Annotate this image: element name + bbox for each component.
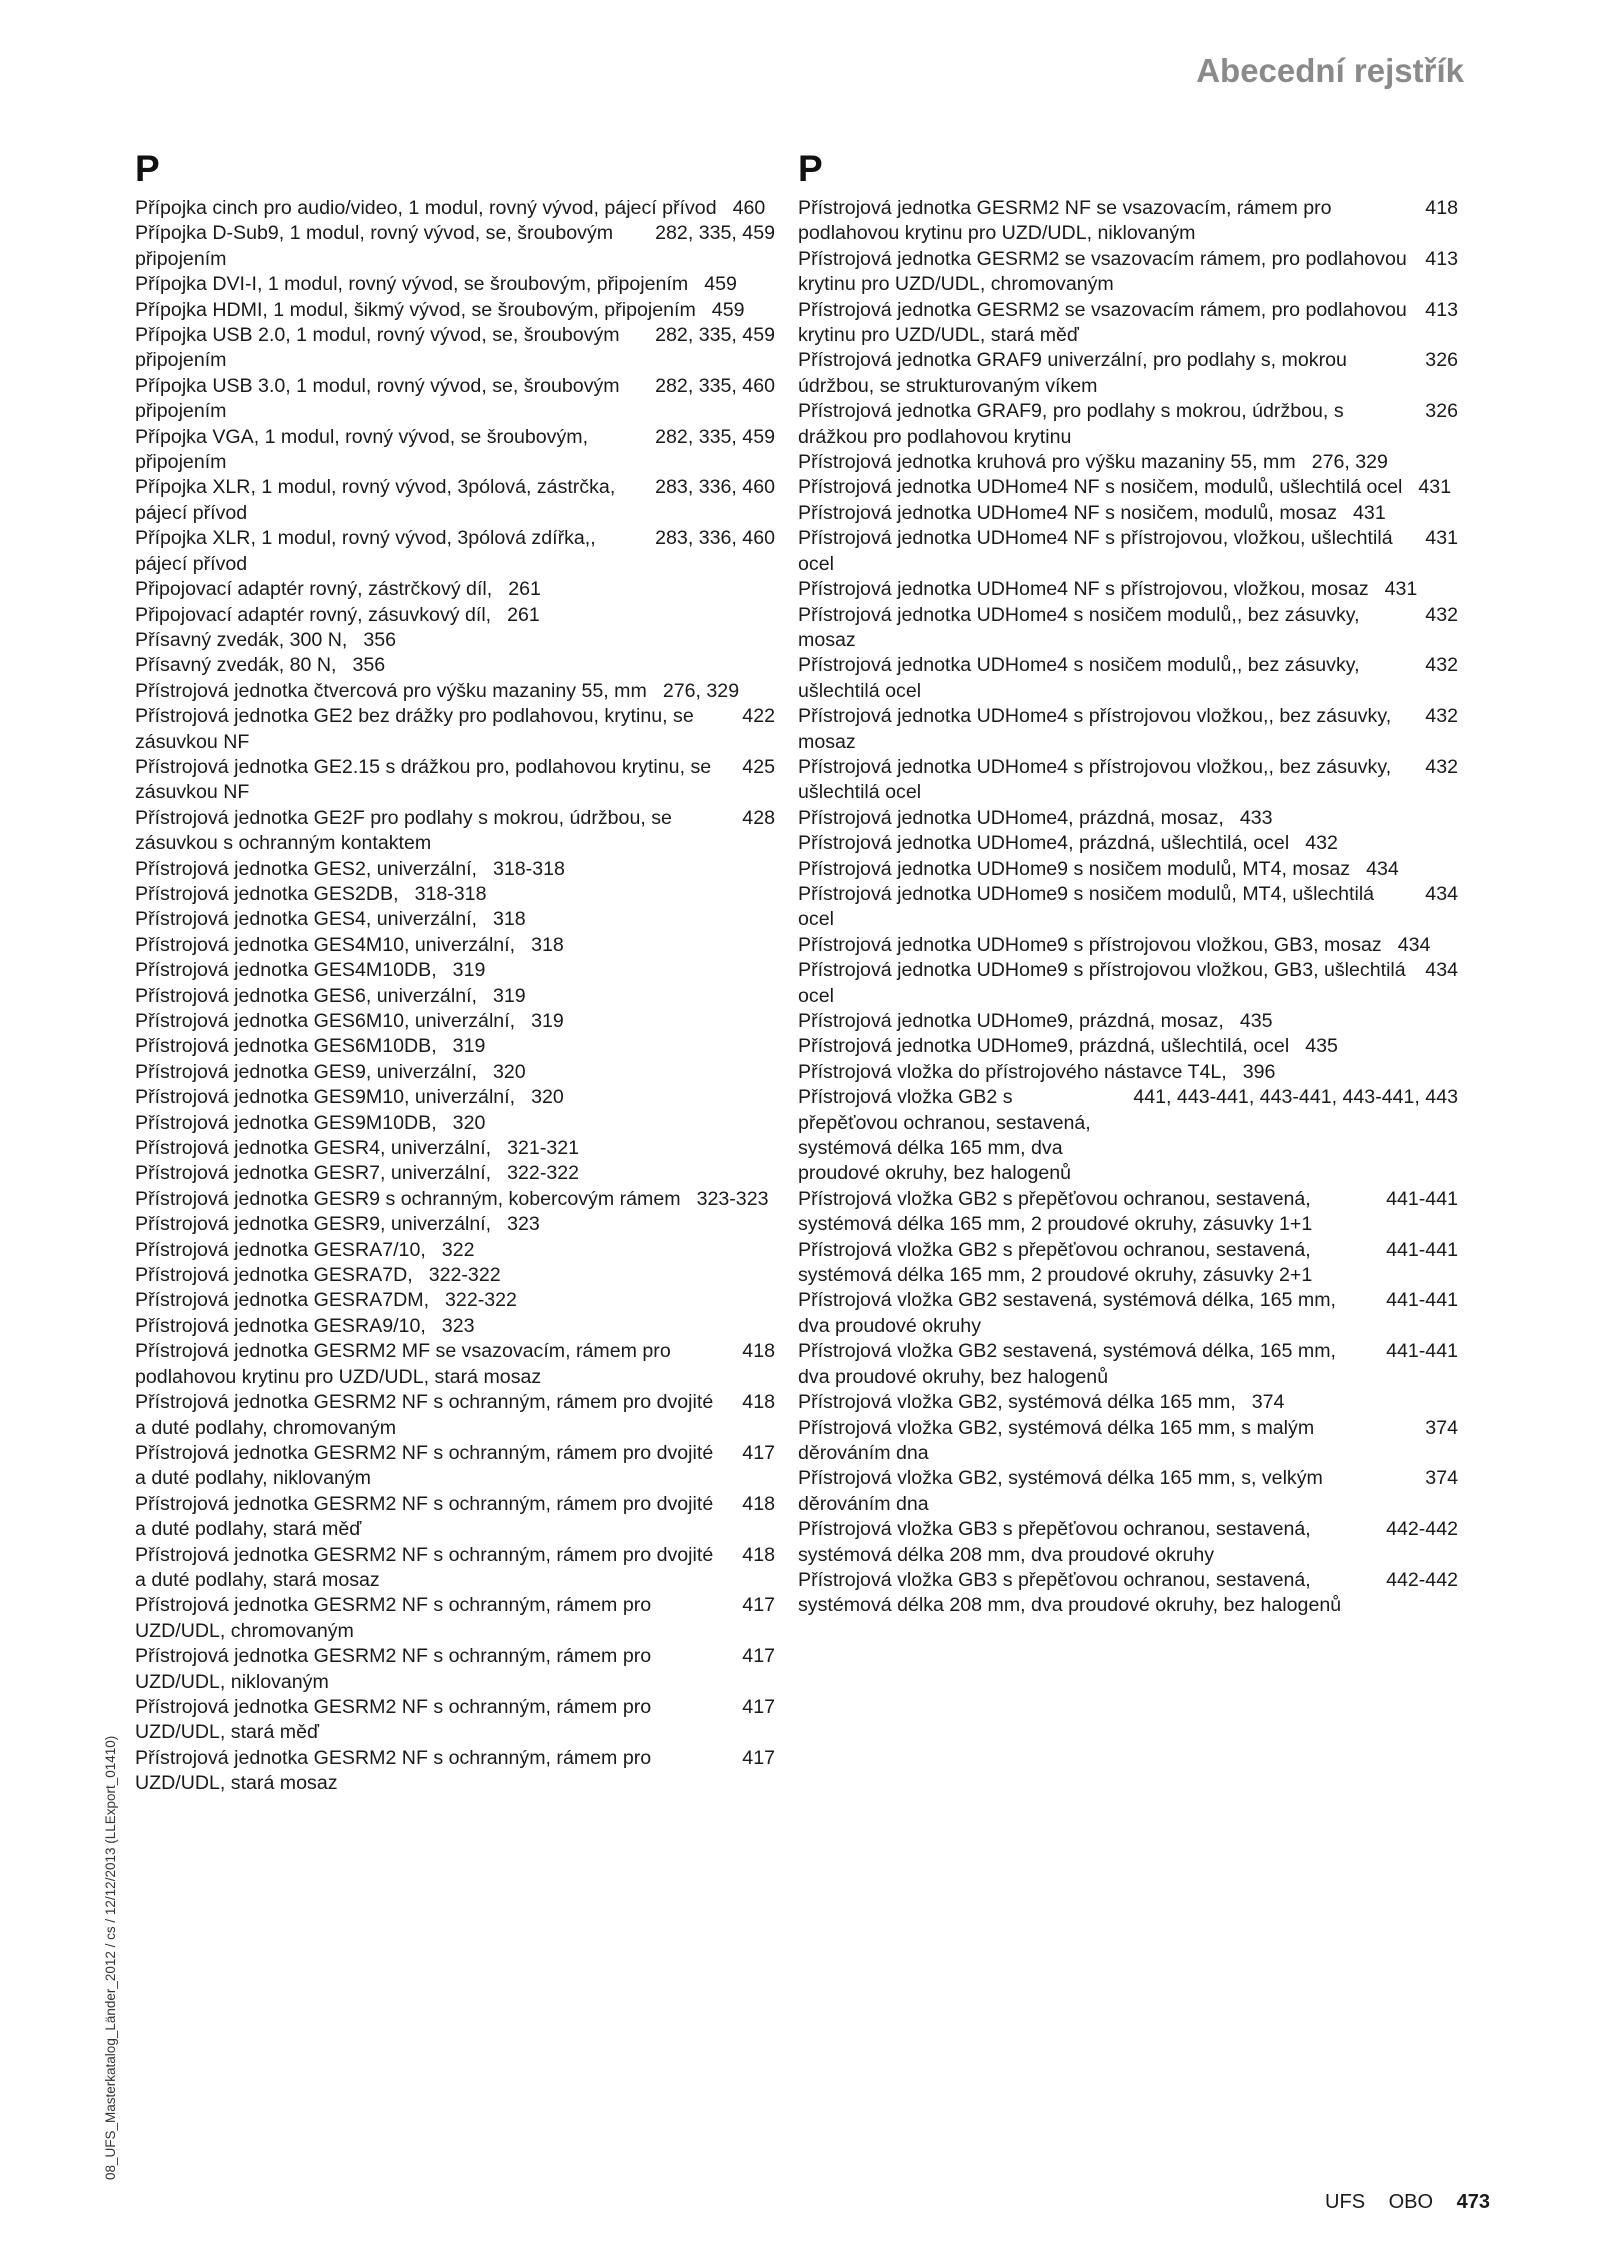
index-entry: [135, 1492, 775, 1543]
index-entry: [798, 348, 1458, 399]
index-entry: [798, 1390, 1458, 1415]
index-entry: [135, 475, 775, 526]
index-entry-text: Přístrojová jednotka UDHome4, prázdná, ušlechtilá, ocel: [798, 832, 1290, 855]
index-entry-text: Přípojka VGA, 1 modul, rovný vývod, se šroubovým, připojením: [135, 425, 589, 474]
index-entry-pages: 441-441: [1386, 1289, 1458, 1312]
index-entry-pages: 431: [1418, 476, 1452, 499]
index-entry-text: Přístrojová vložka GB2 s přepěťovou ochranou, sestavená, systémová délka 165 mm, 2 proudové okruhy, zásuvky 2+1: [798, 1238, 1313, 1287]
index-entry-pages: 282, 335, 460: [655, 374, 775, 397]
index-entry-text: Přístrojová jednotka GES6M10DB,: [135, 1035, 437, 1058]
index-entry: [798, 247, 1458, 298]
index-entry: [135, 1238, 775, 1263]
index-entry: [135, 857, 775, 882]
index-entry: [135, 323, 775, 374]
index-entry-pages: 418: [742, 1391, 775, 1414]
index-entry-text: Přístrojová jednotka GESRM2 NF s ochranným, rámem pro dvojité a duté podlahy, niklovaným: [135, 1441, 714, 1490]
index-entry-pages: 322: [441, 1238, 475, 1261]
index-entry: [798, 1416, 1458, 1467]
index-entry-text: Přístrojová jednotka UDHome9 s nosičem modulů, MT4, mosaz: [798, 857, 1351, 880]
index-entry: [798, 399, 1458, 450]
index-entry-text: Přístrojová jednotka GESRM2 se vsazovacím rámem, pro podlahovou krytinu pro UZD/UDL, chromovaným: [798, 247, 1407, 296]
index-entry-pages: 318: [531, 933, 564, 956]
index-entry-pages: 321-321: [507, 1137, 580, 1160]
index-entry-pages: 441-441: [1386, 1340, 1458, 1363]
section-letter: P: [798, 148, 823, 189]
index-entry-pages: 434: [1425, 959, 1458, 982]
index-entry: [135, 1314, 775, 1339]
index-entry: [135, 755, 775, 806]
index-entry-list: [798, 196, 1458, 1619]
index-entry: [135, 1543, 775, 1594]
index-entry: [135, 1593, 775, 1644]
index-entry-pages: 396: [1242, 1060, 1276, 1083]
index-entry: [135, 221, 775, 272]
index-entry-text: Přípojka cinch pro audio/video, 1 modul, rovný vývod, pájecí přívod: [135, 197, 717, 219]
index-entry-pages: 413: [1425, 298, 1458, 321]
index-entry-text: Přístrojová jednotka GESRM2 NF s ochranným, rámem pro dvojité a duté podlahy, stará měď: [135, 1492, 714, 1541]
index-entry-pages: 417: [742, 1746, 775, 1769]
index-entry-text: Přístrojová vložka do přístrojového nástavce T4L,: [798, 1060, 1227, 1083]
index-entry-text: Přístrojová jednotka UDHome4 NF s nosičem, modulů, mosaz: [798, 501, 1338, 524]
index-entry-text: Přístrojová jednotka GESRM2 NF s ochranným, rámem pro UZD/UDL, stará mosaz: [135, 1746, 652, 1795]
index-entry: [135, 1212, 775, 1237]
index-entry: [798, 1187, 1458, 1238]
index-entry-text: Přípojka XLR, 1 modul, rovný vývod, 3pólová, zástrčka, pájecí přívod: [135, 476, 616, 524]
index-entry: [798, 603, 1458, 654]
index-entry-text: Přístrojová jednotka GESRM2 NF s ochranným, rámem pro dvojité a duté podlahy, stará mosaz: [135, 1543, 714, 1591]
index-entry: [135, 984, 775, 1009]
index-entry-text: Přístrojová jednotka GESRA7DM,: [135, 1289, 430, 1312]
index-entry-text: Přístrojová jednotka GES4M10, univerzální,: [135, 933, 516, 956]
index-entry-text: Přístrojová jednotka UDHome9 s přístrojovou vložkou, GB3, mosaz: [798, 933, 1382, 956]
index-entry-pages: 418: [1425, 197, 1458, 219]
index-entry-pages: 283, 336, 460: [655, 476, 775, 499]
index-entry-pages: 261: [508, 578, 541, 601]
index-column-right: [798, 148, 1458, 1619]
index-entry-pages: 319: [492, 984, 526, 1007]
index-entry: [798, 450, 1458, 475]
index-entry-text: Přístrojová jednotka GESRM2 NF s ochranným, rámem pro UZD/UDL, stará měď: [135, 1695, 652, 1744]
index-entry-pages: 432: [1425, 755, 1458, 778]
index-column-left: [135, 148, 775, 1797]
index-entry: [135, 1288, 775, 1313]
index-entry-pages: 434: [1397, 933, 1431, 956]
index-entry-pages: 428: [742, 806, 775, 829]
index-entry: [135, 806, 775, 857]
index-entry-pages: 433: [1239, 806, 1273, 829]
index-entry-text: Přístrojová jednotka UDHome4 s nosičem modulů,, bez zásuvky, mosaz: [798, 603, 1360, 651]
index-entry-pages: 322-322: [507, 1162, 580, 1185]
index-entry-text: Přístrojová jednotka GESRM2 NF s ochranným, rámem pro UZD/UDL, chromovaným: [135, 1594, 652, 1642]
index-entry-pages: 418: [742, 1543, 775, 1566]
index-entry-text: Přístrojová vložka GB2 s přepěťovou ochranou, sestavená, systémová délka 165 mm, 2 proudové okruhy, zásuvky 1+1: [798, 1187, 1313, 1236]
index-entry-text: Přístrojová vložka GB2, systémová délka 165 mm, s malým děrováním dna: [798, 1416, 1315, 1464]
index-entry-pages: 356: [363, 628, 397, 651]
index-entry-text: Přístrojová jednotka GES9M10DB,: [135, 1111, 437, 1134]
index-entry-text: Přístrojová vložka GB3 s přepěťovou ochranou, sestavená, systémová délka 208 mm, dva proudové okruhy, bez halogenů: [798, 1568, 1342, 1617]
index-entry-text: Přípojka DVI-I, 1 modul, rovný vývod, se šroubovým, připojením: [135, 273, 689, 296]
index-entry-pages: 417: [742, 1645, 775, 1668]
index-entry: [798, 653, 1458, 704]
index-entry: [798, 755, 1458, 806]
index-entry-text: Přístrojová jednotka UDHome4 NF s nosičem, modulů, ušlechtilá ocel: [798, 476, 1403, 499]
index-entry-pages: 442-442: [1386, 1568, 1458, 1591]
index-entry-text: Přístrojová jednotka UDHome4 NF s přístrojovou, vložkou, ušlechtilá ocel: [798, 527, 1393, 575]
index-entry: [798, 1517, 1458, 1568]
index-entry-pages: 459: [711, 298, 745, 321]
index-entry-pages: 276, 329: [1311, 451, 1388, 474]
index-entry: [135, 1390, 775, 1441]
index-entry: [135, 704, 775, 755]
page-title: Abecední rejstřík: [1196, 52, 1464, 89]
index-entry-text: Přístrojová jednotka UDHome4 s nosičem modulů,, bez zásuvky, ušlechtilá ocel: [798, 654, 1360, 702]
index-entry-text: Přístrojová jednotka GESRA9/10,: [135, 1314, 426, 1337]
index-entry-text: Přístrojová jednotka GES4, univerzální,: [135, 908, 477, 931]
index-entry-pages: 374: [1425, 1416, 1458, 1439]
index-entry-pages: 431: [1425, 527, 1458, 550]
index-entry-text: Přístrojová jednotka GESRM2 NF se vsazovacím, rámem pro podlahovou krytinu pro UZD/UDL, niklovaným: [798, 197, 1332, 245]
index-entry: [798, 577, 1458, 602]
index-entry: [798, 1568, 1458, 1619]
index-entry-text: Přípojka USB 2.0, 1 modul, rovný vývod, se, šroubovým připojením: [135, 324, 620, 372]
index-entry-pages: 432: [1425, 654, 1458, 677]
index-entry: [798, 1034, 1458, 1059]
index-entry-pages: 320: [531, 1086, 564, 1109]
index-entry-pages: 418: [742, 1340, 775, 1363]
index-entry: [135, 526, 775, 577]
index-entry-text: Přístrojová jednotka kruhová pro výšku mazaniny 55, mm: [798, 451, 1296, 474]
index-entry-text: Přístrojová jednotka UDHome4 s přístrojovou vložkou,, bez zásuvky, ušlechtilá ocel: [798, 755, 1392, 804]
index-entry-pages: 432: [1305, 832, 1338, 855]
index-entry-pages: 282, 335, 459: [655, 222, 775, 245]
index-entry-text: Přístrojová jednotka čtvercová pro výšku mazaniny 55, mm: [135, 679, 647, 702]
index-entry: [135, 425, 775, 476]
index-entry: [135, 958, 775, 983]
index-entry: [135, 653, 775, 678]
index-entry-text: Přístrojová jednotka UDHome4, prázdná, mosaz,: [798, 806, 1224, 829]
index-entry-pages: 442-442: [1386, 1518, 1458, 1541]
index-entry-text: Přístrojová jednotka GES9, univerzální,: [135, 1060, 477, 1083]
index-entry-text: Přístrojová vložka GB2 sestavená, systémová délka, 165 mm, dva proudové okruhy: [798, 1289, 1336, 1337]
index-entry-pages: 319: [531, 1010, 564, 1032]
index-entry-pages: 320: [452, 1111, 486, 1134]
index-entry-pages: 425: [742, 755, 775, 778]
index-entry-pages: 276, 329: [662, 679, 740, 702]
index-entry-text: Přístrojová jednotka GESRA7/10,: [135, 1238, 426, 1261]
index-entry-pages: 435: [1239, 1010, 1273, 1032]
index-entry: [135, 1034, 775, 1059]
index-entry: [135, 1441, 775, 1492]
index-entry: [135, 679, 775, 704]
index-entry: [798, 882, 1458, 933]
index-entry-pages: 282, 335, 459: [655, 425, 775, 448]
index-entry-text: Přístrojová jednotka UDHome4 NF s přístrojovou, vložkou, mosaz: [798, 578, 1369, 601]
index-entry-text: Přípojka USB 3.0, 1 modul, rovný vývod, se, šroubovým připojením: [135, 374, 620, 423]
index-entry: [135, 1111, 775, 1136]
index-entry: [135, 603, 775, 628]
index-entry: [798, 298, 1458, 349]
index-entry-pages: 431: [1384, 578, 1418, 601]
index-entry-pages: 418: [742, 1492, 775, 1515]
index-entry-text: Přístrojová vložka GB2 s přepěťovou ochranou, sestavená, systémová délka 165 mm, dva proudové okruhy, bez halogenů: [798, 1086, 1091, 1185]
index-entry-text: Přístrojová jednotka GRAF9, pro podlahy s mokrou, údržbou, s drážkou pro podlahovou krytinu: [798, 400, 1344, 448]
index-entry-pages: 322-322: [428, 1264, 501, 1287]
index-entry-pages: 323: [441, 1314, 475, 1337]
index-entry: [135, 1695, 775, 1746]
index-entry-list: [135, 196, 775, 1797]
index-entry-text: Přístrojová jednotka GES6, univerzální,: [135, 984, 477, 1007]
index-entry-pages: 261: [507, 603, 540, 626]
index-entry: [798, 958, 1458, 1009]
index-entry-pages: 356: [352, 654, 386, 677]
index-entry: [798, 933, 1458, 958]
index-entry-pages: 326: [1425, 400, 1458, 423]
index-entry: [135, 1161, 775, 1186]
index-entry-pages: 434: [1425, 882, 1458, 905]
index-entry-pages: 326: [1425, 349, 1458, 372]
index-entry-text: Přísavný zvedák, 300 N,: [135, 628, 348, 651]
index-entry-pages: 320: [492, 1060, 526, 1083]
index-entry: [135, 298, 775, 323]
index-entry: [798, 501, 1458, 526]
index-entry-text: Přístrojová jednotka GE2F pro podlahy s mokrou, údržbou, se zásuvkou s ochranným kontaktem: [135, 806, 672, 855]
index-entry-pages: 282, 335, 459: [655, 324, 775, 347]
index-entry-text: Přístrojová jednotka GESR4, univerzální,: [135, 1137, 492, 1160]
index-entry-text: Přípojka XLR, 1 modul, rovný vývod, 3pólová zdířka,, pájecí přívod: [135, 527, 596, 575]
index-entry: [135, 1009, 775, 1034]
index-entry-pages: 417: [742, 1441, 775, 1464]
index-entry-text: Přístrojová jednotka GESRM2 se vsazovacím rámem, pro podlahovou krytinu pro UZD/UDL, stará měď: [798, 298, 1407, 347]
index-entry-pages: 460: [732, 197, 766, 219]
index-entry-text: Přístrojová jednotka GESRM2 MF se vsazovacím, rámem pro podlahovou krytinu pro UZD/UDL, stará mosaz: [135, 1340, 671, 1388]
index-entry: [798, 526, 1458, 577]
document-reference: 08_UFS_Masterkatalog_Länder_2012 / cs / 12/12/2013 (LLExport_01410): [103, 1735, 118, 2180]
index-entry-text: Přístrojová jednotka GESR9, univerzální,: [135, 1213, 492, 1236]
index-entry-pages: 374: [1425, 1467, 1458, 1490]
index-entry: [135, 1136, 775, 1161]
page-footer: [1307, 2191, 1490, 2214]
index-entry-text: Přípojka HDMI, 1 modul, šikmý vývod, se šroubovým, připojením: [135, 298, 696, 321]
index-entry: [798, 1238, 1458, 1289]
index-entry-text: Přístrojová jednotka GRAF9 univerzální, pro podlahy s, mokrou údržbou, se strukturovaným víkem: [798, 349, 1347, 397]
index-entry-pages: 459: [704, 273, 737, 296]
index-entry-pages: 441, 443-441, 443-441, 443-441, 443: [1133, 1086, 1458, 1109]
index-entry: [135, 196, 775, 221]
index-entry: [135, 1060, 775, 1085]
index-entry: [798, 831, 1458, 856]
index-entry: [135, 933, 775, 958]
index-entry-text: Přístrojová jednotka GES9M10, univerzální,: [135, 1086, 516, 1109]
index-entry-pages: 319: [452, 959, 486, 982]
index-entry-text: Přístrojová jednotka GES2DB,: [135, 882, 399, 905]
section-letter: P: [135, 148, 160, 189]
index-entry-text: Přístrojová jednotka UDHome9 s nosičem modulů, MT4, ušlechtilá ocel: [798, 882, 1375, 931]
index-entry-pages: 441-441: [1386, 1187, 1458, 1210]
index-entry-text: Přísavný zvedák, 80 N,: [135, 654, 337, 677]
index-entry-pages: 318: [492, 908, 526, 931]
index-entry: [135, 907, 775, 932]
index-entry-text: Přístrojová vložka GB2, systémová délka 165 mm, s, velkým děrováním dna: [798, 1467, 1323, 1515]
index-entry: [798, 1288, 1458, 1339]
index-entry: [798, 857, 1458, 882]
index-entry: [135, 374, 775, 425]
index-entry: [798, 806, 1458, 831]
index-entry: [798, 704, 1458, 755]
index-entry: [135, 1085, 775, 1110]
index-entry: [135, 1339, 775, 1390]
index-entry-pages: 323-323: [696, 1187, 769, 1210]
index-entry-pages: 318-318: [414, 882, 487, 905]
index-entry: [798, 1060, 1458, 1085]
index-entry-pages: 422: [742, 705, 775, 728]
index-entry: [135, 1746, 775, 1797]
index-entry-text: Přístrojová jednotka GES2, univerzální,: [135, 857, 477, 880]
index-entry: [798, 475, 1458, 500]
index-entry-text: Přístrojová jednotka UDHome9, prázdná, mosaz,: [798, 1010, 1224, 1032]
index-entry-pages: 283, 336, 460: [655, 527, 775, 550]
index-entry: [135, 1187, 775, 1212]
index-entry-text: Přístrojová jednotka UDHome9, prázdná, ušlechtilá, ocel: [798, 1035, 1290, 1058]
index-entry: [798, 1085, 1458, 1187]
index-entry-pages: 413: [1425, 247, 1458, 270]
index-entry-pages: 374: [1251, 1391, 1285, 1414]
index-entry: [135, 1644, 775, 1695]
index-entry-pages: 435: [1305, 1035, 1338, 1058]
index-entry-text: Přístrojová jednotka GESRM2 NF s ochranným, rámem pro UZD/UDL, niklovaným: [135, 1645, 652, 1693]
index-entry-text: Přístrojová jednotka GESRA7D,: [135, 1264, 413, 1287]
index-entry-pages: 322-322: [445, 1289, 517, 1312]
index-entry-text: Přípojka D-Sub9, 1 modul, rovný vývod, se, šroubovým připojením: [135, 222, 614, 270]
footer-brand-obo: OBO: [1388, 2191, 1434, 2213]
index-entry-text: Přístrojová jednotka GESR7, univerzální,: [135, 1162, 492, 1185]
index-entry-text: Připojovací adaptér rovný, zásuvkový díl,: [135, 603, 492, 626]
index-entry-pages: 323: [507, 1213, 540, 1236]
footer-brand-ufs: UFS: [1325, 2191, 1366, 2213]
index-entry-text: Přístrojová jednotka GES4M10DB,: [135, 959, 437, 982]
index-entry-text: Přístrojová jednotka GE2.15 s drážkou pro, podlahovou krytinu, se zásuvkou NF: [135, 755, 712, 804]
index-entry-pages: 319: [452, 1035, 486, 1058]
index-entry-text: Přístrojová vložka GB2 sestavená, systémová délka, 165 mm, dva proudové okruhy, bez halogenů: [798, 1340, 1336, 1388]
index-entry-text: Přístrojová jednotka GES6M10, univerzální,: [135, 1010, 516, 1032]
index-entry-text: Přístrojová jednotka GESR9 s ochranným, kobercovým rámem: [135, 1187, 681, 1210]
index-entry-text: Přístrojová jednotka GE2 bez drážky pro podlahovou, krytinu, se zásuvkou NF: [135, 705, 694, 753]
index-entry: [798, 1009, 1458, 1034]
index-entry-text: Přístrojová vložka GB2, systémová délka 165 mm,: [798, 1391, 1236, 1414]
index-entry: [135, 272, 775, 297]
index-entry-pages: 318-318: [492, 857, 565, 880]
index-entry: [135, 577, 775, 602]
index-entry-pages: 441-441: [1386, 1238, 1458, 1261]
index-entry-text: Přístrojová jednotka GESRM2 NF s ochranným, rámem pro dvojité a duté podlahy, chromovaným: [135, 1391, 714, 1439]
index-entry: [135, 1263, 775, 1288]
index-entry-text: Připojovací adaptér rovný, zástrčkový díl,: [135, 578, 493, 601]
index-entry-pages: 434: [1366, 857, 1399, 880]
index-entry-text: Přístrojová vložka GB3 s přepěťovou ochranou, sestavená, systémová délka 208 mm, dva proudové okruhy: [798, 1518, 1311, 1566]
index-entry-pages: 431: [1353, 501, 1386, 524]
index-entry-pages: 417: [742, 1594, 775, 1617]
page-number: 473: [1456, 2191, 1490, 2213]
index-entry-pages: 432: [1425, 603, 1458, 626]
index-entry: [798, 196, 1458, 247]
index-entry: [798, 1339, 1458, 1390]
index-entry-text: Přístrojová jednotka UDHome4 s přístrojovou vložkou,, bez zásuvky, mosaz: [798, 705, 1392, 753]
index-entry: [798, 1466, 1458, 1517]
index-entry-pages: 432: [1425, 705, 1458, 728]
index-entry: [135, 882, 775, 907]
index-entry-pages: 417: [742, 1695, 775, 1718]
index-entry: [135, 628, 775, 653]
index-entry-text: Přístrojová jednotka UDHome9 s přístrojovou vložkou, GB3, ušlechtilá ocel: [798, 959, 1406, 1007]
